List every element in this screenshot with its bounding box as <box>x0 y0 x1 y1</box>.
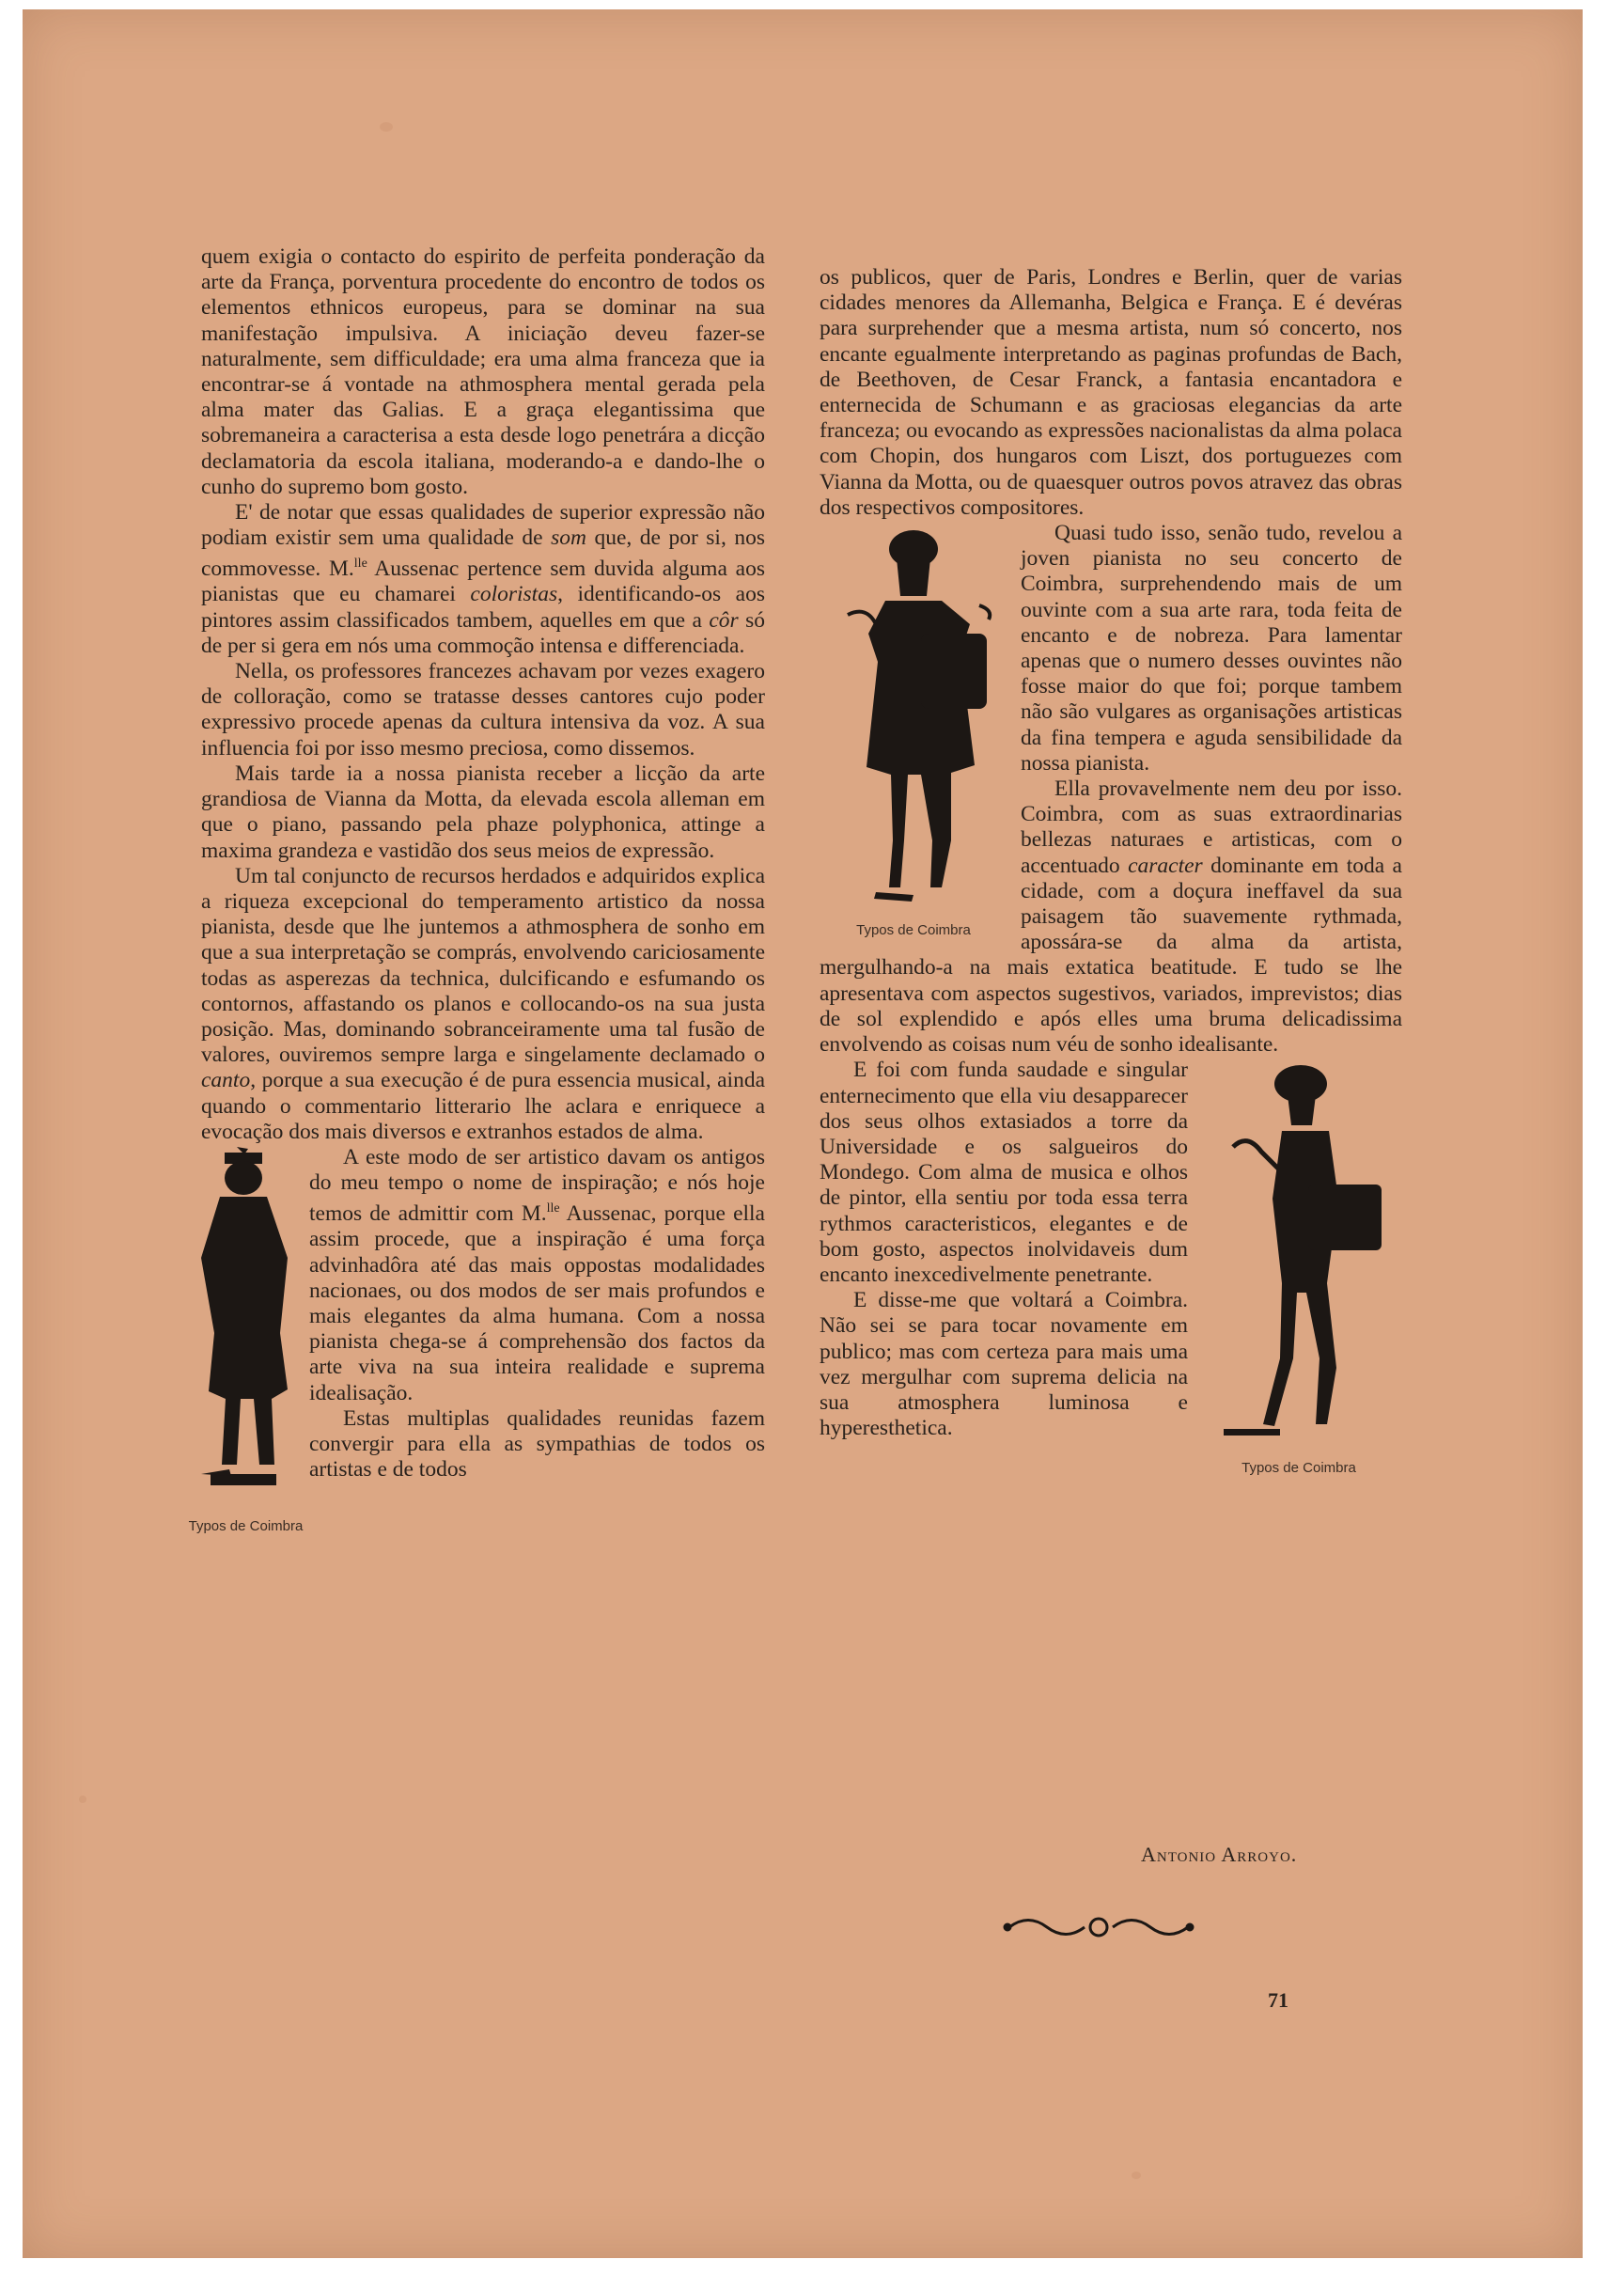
paragraph-r3: Ella provavelmente nem deu por isso. Coimbra, com as suas extraordinarias bellezas naturaes e artisticas, com o accentuado caracter dominante em toda a cidade, com a doçura ineffavel da sua paisagem tão suavemente rythmada, apossára-se da alma da artista, mergulhando-a na mais extatica beatitude. E tudo se lhe apresentava com aspectos sugestivos, variados, imprevistos; dias de sol explendido e após elles uma bruma delicadissima envolvendo as coisas num véu de sonho idealisante. <box>820 777 1402 1058</box>
figure-caption-1: Typos de Coimbra <box>856 922 971 939</box>
ornament-divider <box>1000 1908 1197 1951</box>
left-column <box>188 244 765 1549</box>
silhouette-musician-icon <box>810 521 1017 916</box>
paragraph-3: Nella, os professores francezes achavam por vezes exagero de colloração, como se tratasse desses cantores cujo poder expressivo procede apenas da cultura intensiva da voz. A sua influencia foi por isso mesmo preciosa, como dissemos. <box>201 659 765 761</box>
paragraph-r2: Quasi tudo isso, senão tudo, revelou a joven pianista no seu concerto de Coimbra, surprehendendo mais de um ouvinte com a sua arte rara, toda feita de encanto e de nobreza. Para lamentar apenas que o numero desses ouvintes não fosse maior do que foi; porque tambem não são vulgares as organisações artisticas da fina tempera e aguda sensibilidade da nossa pianista. <box>1021 521 1402 776</box>
paragraph-6: A este modo de ser artistico davam os antigos do meu tempo o nome de inspiração; e nós hoje temos de admittir com M.$^{lle}$ Aussenac, porque ella assim procede, que a inspiração é uma força advinhadôra até das mais oppostas modalidades nacionaes, ou dos modos de ser mais profundos e mais elegantes da alma humana. Com a nossa pianista chega-se á comprehensão dos factos da arte viva na sua inteira realidade e suprema idealisação. <box>309 1144 765 1405</box>
silhouette-student-icon <box>182 1145 309 1512</box>
figure-student-right <box>1195 1058 1402 1476</box>
paragraph-7: Estas multiplas qualidades reunidas fazem convergir para ella as sympathias de todos os artistas e de todos <box>309 1405 765 1483</box>
right-column <box>820 265 1402 1476</box>
paragraph-1: quem exigia o contacto do espirito de perfeita ponderação da arte da França, porventura procedente do encontro de todos os elementos ethnicos europeus, para se dominar na sua manifestação impulsiva. A iniciação deveu fazer-se naturalmente, sem difficuldade; era uma alma franceza que ia encontrar-se á vontade na athmosphera mental gerada pela alma mater das Galias. E a graça elegantissima que sobremaneira a caracterisa a esta desde logo penetrára a dicção declamatoria da escola italiana, moderando-a e dando-lhe o cunho do supremo bom gosto. <box>201 244 765 499</box>
page-number: 71 <box>1268 1988 1288 2012</box>
paragraph-r1: os publicos, quer de Paris, Londres e Berlin, quer de varias cidades menores da Allemanha, Belgica e França. E é devéras para surprehender que a mesma artista, num só concerto, nos encante egualmente interpretando as paginas profundas de Bach, de Beethoven, de Cesar Franck, a fantasia encantadora e enternecida de Schumann e as graciosas elegancias da arte franceza; ou evocando as expressões nacionalistas da alma polaca com Chopin, dos hungaros com Liszt, dos portuguezes com Vianna da Motta, ou de quaesquer outros povos atravez das obras dos respectivos compositores. <box>820 265 1402 520</box>
fleuron-ornament-icon <box>1000 1908 1197 1946</box>
figure-caption: Typos de Coimbra <box>188 1518 304 1535</box>
silhouette-walking-student-icon <box>1195 1058 1402 1452</box>
paragraph-r5: E disse-me que voltará a Coimbra. Não sei se para tocar novamente em publico; mas com certeza para mais uma vez mergulhar com suprema delicia na sua atmosphera luminosa e hyperesthetica. <box>820 1288 1188 1441</box>
figure-student-center <box>810 521 1017 939</box>
paragraph-2: E' de notar que essas qualidades de superior expressão não podiam existir sem uma qualidade de som que, de por si, nos commovesse. M.$^{lle}$ Aussenac pertence sem duvida alguma aos pianistas que eu chamarei coloristas, identificando-os aos pintores assim classificados tambem, aquelles em que a côr só de per si gera em nós uma commoção intensa e differenciada. <box>201 500 765 658</box>
figure-caption-2: Typos de Coimbra <box>1241 1459 1356 1476</box>
author-signature: Antonio Arroyo. <box>1141 1843 1298 1866</box>
paragraph-r4: E foi com funda saudade e singular enternecimento que ella viu desapparecer dos seus olhos extasiados a torre da Universidade e os salgueiros do Mondego. Com alma de musica e olhos de pintor, ella sentiu por toda essa terra rythmos caracteristicos, elegantes e de bom gosto, aspectos inolvidaveis dum encanto inexcedivelmente penetrante. <box>820 1058 1188 1287</box>
newspaper-page <box>23 9 1583 2258</box>
paragraph-5: Um tal conjuncto de recursos herdados e adquiridos explica a riqueza excepcional do temperamento artistico da nossa pianista, desde que lhe juntemos a athmosphera de sonho em que a sua interpretação se comprás, envolvendo cariciosamente todas as asperezas da technica, dulcificando e esfumando os contornos, affastando os planos e collocando-os na sua justa posição. Mas, dominando sobranceiramente uma tal fusão de valores, ouviremos sempre larga e singelamente declamado o canto, porque a sua execução é de pura essencia musical, ainda quando o commentario litterario lhe aclara e enriquece a evocação dos mais diversos e extranhos estados de alma. <box>201 863 765 1144</box>
figure-student-left <box>182 1145 309 1549</box>
paragraph-4: Mais tarde ia a nossa pianista receber a licção da arte grandiosa de Vianna da Motta, da elevada escola alleman em que o piano, passando pela phaze polyphonica, attinge a maxima grandeza e vastidão dos seus meios de expressão. <box>201 761 765 863</box>
